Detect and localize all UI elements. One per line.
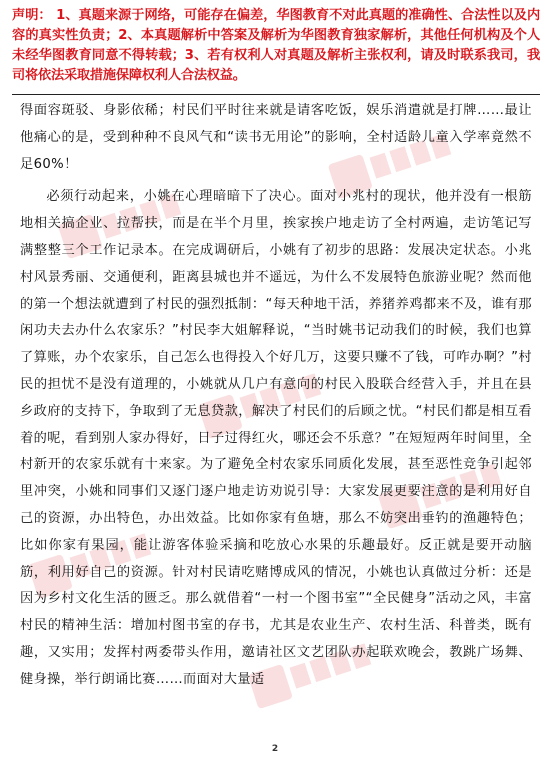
disclaimer-notice: 声明： 1、真题来源于网络，可能存在偏差，华图教育不对此真题的准确性、合法性以及内容的真实性负责；2、本真题解析中答案及解析为华图教育独家解析，其他任何机构及个人未经华图教育同意不得转载；3、若有权利人对真题及解析主张权利，请及时联系我司，我司将依法采取措施保障权利人合法权益。 [12,8,540,83]
page-number: 2 [271,744,279,754]
header-divider [12,94,540,95]
paragraph-continuation: 得面容斑驳、身影依稀；村民们平时往来就是请客吃饭，娱乐消遣就是打牌……最让他痛心的是，受到种种不良风气和“读书无用论”的影响，全村适龄儿童入学率竟然不足60%！ [20,103,532,172]
article-body [20,98,532,694]
paragraph: 必须行动起来，小姚在心理暗暗下了决心。面对小兆村的现状，他并没有一根筋地相关搞企业、拉帮扶，而是在半个月里，挨家挨户地走访了全村两遍，走访笔记写满整整三个工作记录本。在完成调研后，小姚有了初步的思路：发展决定状态。小兆村风景秀丽、交通便利，距离县城也并不遥远，为什么不发展特色旅游业呢？然而他的第一个想法就遭到了村民的强烈抵制：“每天种地干活，养猪养鸡都来不及，谁有那闲功夫去办什么农家乐？”村民李大姐解释说，“当时姚书记动我们的时候，我们也算了算账，办个农家乐，自己怎么也得投入个好几万，这要只赚不了钱，可咋办啊？”村民的担忧不是没有道理的，小姚就从几户有意向的村民入股联合经营入手，并且在县乡政府的支持下，争取到了无息贷款，解决了村民们的后顾之忧。“村民们都是相互看着的呢，看到别人家办得好，日子过得红火，哪还会不乐意？”在短短两年时间里，全村新开的农家乐就有十来家。为了避免全村农家乐同质化发展，甚至恶性竞争引起邻里冲突，小姚和同事们又逐门逐户地走访劝说引导：大家发展更要注意的是利用好自己的资源，办出特色，办出效益。比如你家有鱼塘，那么不妨突出垂钓的渔趣特色；比如你家有果园，能让游客体验采摘和吃放心水果的乐趣最好。反正就是要开动脑筋，利用好自己的资源。针对村民请吃赌博成风的情况，小姚也认真做过分析：还是因为乡村文化生活的匮乏。那么就借着“一村一个图书室”“全民健身”活动之风，丰富村民的精神生活：增加村图书室的存书，尤其是农业生产、农村生活、科普类，既有趣，又实用；发挥村两委带头作用，邀请社区文艺团队办起联欢晚会，教跳广场舞、健身操，举行朗诵比赛……而面对大量适 [20,189,532,687]
